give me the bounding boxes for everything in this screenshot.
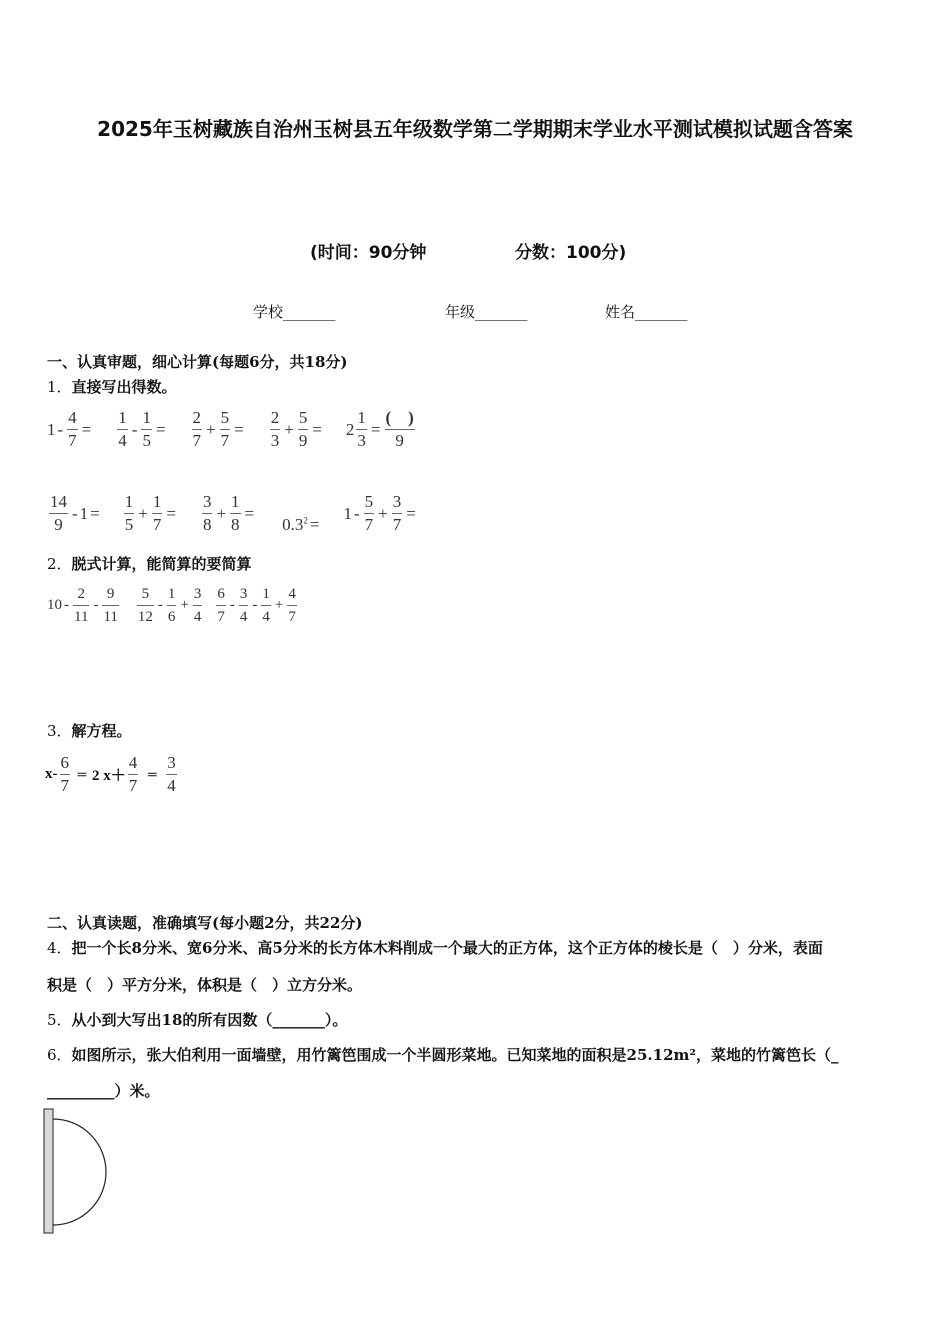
mixed-calc-row	[47, 583, 299, 628]
question-6	[47, 1044, 838, 1065]
question-2	[47, 553, 252, 574]
number: 1	[47, 419, 56, 439]
wall	[44, 1109, 53, 1233]
operator: -	[157, 597, 163, 613]
section1-heading: 一、认真审题，细心计算(每题6分，共18分)	[47, 353, 348, 371]
question-6-continued: _________）米。	[47, 1082, 160, 1100]
fraction: $\frac{6}{7}$	[217, 586, 225, 625]
operator: -	[229, 597, 235, 613]
fraction: $\frac{1}{8}$	[231, 492, 240, 534]
question-number: 6．	[47, 1046, 72, 1064]
equation	[45, 752, 179, 797]
question-text: 解方程。	[71, 722, 132, 740]
fraction: $\frac{2}{11}$	[74, 586, 89, 625]
operator: -	[252, 597, 258, 613]
question-number: 2．	[47, 555, 72, 573]
question-4	[47, 937, 823, 958]
number: 1	[79, 503, 89, 523]
fraction: $\frac{5}{7}$	[364, 492, 374, 534]
calc-row-2	[47, 491, 418, 536]
fraction: $\frac{4}{7}$	[128, 753, 138, 795]
fraction: $\frac{3}{8}$	[202, 492, 212, 534]
operator: =	[244, 503, 255, 523]
question-number: 5．	[47, 1011, 72, 1029]
exam-score: 分数：100分)	[515, 243, 627, 263]
question-text: 从小到大写出18的所有因数（_______）。	[71, 1011, 348, 1029]
fraction: $\frac{2}{7}$	[192, 408, 202, 450]
fraction: $\frac{1}{4}$	[118, 408, 127, 450]
operator: =	[309, 514, 320, 534]
fraction: $\frac{3}{4}$	[193, 586, 202, 625]
operator: =	[155, 419, 166, 439]
operator: =	[166, 503, 176, 523]
operator: ＝	[76, 768, 89, 782]
operator: =	[406, 503, 416, 523]
fraction: $\frac{3}{4}$	[167, 753, 176, 795]
exam-time: (时间：90分钟	[310, 243, 427, 263]
question-4-continued: 积是（ ）平方分米，体积是（ ）立方分米。	[47, 976, 363, 994]
fraction: $\frac{4}{7}$	[68, 408, 77, 450]
number: 2	[345, 419, 355, 439]
fraction: $\frac{5}{12}$	[137, 586, 153, 625]
fraction: $\frac{6}{7}$	[60, 753, 69, 795]
fraction-answer: $\frac{( )}{9}$	[385, 408, 414, 450]
grade-field: 年级_______	[445, 303, 528, 321]
operator: +	[216, 503, 227, 523]
fraction: $\frac{2}{3}$	[270, 408, 280, 450]
school-field: 学校_______	[253, 303, 336, 321]
operator: =	[234, 419, 244, 439]
semicircle-fence	[53, 1119, 106, 1225]
fraction: $\frac{9}{11}$	[103, 586, 118, 625]
number: 10	[47, 597, 62, 613]
fraction: $\frac{1}{6}$	[167, 586, 176, 625]
question-number: 1．	[47, 378, 72, 396]
fraction: $\frac{5}{9}$	[298, 408, 308, 450]
number: 1	[343, 503, 352, 523]
operator: +	[378, 503, 388, 523]
question-number: 3．	[47, 722, 72, 740]
fraction: $\frac{1}{5}$	[124, 492, 134, 534]
fraction: $\frac{3}{7}$	[392, 492, 402, 534]
fraction: $\frac{4}{7}$	[288, 586, 296, 625]
operator: =	[370, 419, 381, 439]
operator: =	[90, 503, 100, 523]
question-text: 脱式计算，能简算的要简算	[71, 555, 252, 573]
operator: -	[64, 597, 69, 613]
fraction: $\frac{1}{7}$	[152, 492, 162, 534]
fraction: $\frac{3}{4}$	[239, 586, 248, 625]
operator: -	[93, 597, 99, 613]
operator: +	[206, 419, 216, 439]
operator: +	[138, 503, 148, 523]
question-3	[47, 720, 132, 741]
fraction: $\frac{1}{4}$	[262, 586, 270, 625]
name-field: 姓名_______	[605, 303, 688, 321]
operator: =	[81, 419, 92, 439]
operator: +	[180, 597, 189, 613]
fraction: $\frac{5}{7}$	[220, 408, 230, 450]
operator: =	[312, 419, 322, 439]
question-text: 直接写出得数。	[71, 378, 177, 396]
operator: -	[72, 503, 78, 523]
question-text: 如图所示，张大伯利用一面墙壁，用竹篱笆围成一个半圆形菜地。已知菜地的面积是25.12m²，菜地的竹篱笆长（_	[71, 1046, 839, 1064]
equation-term: x-	[45, 766, 58, 782]
question-number: 4．	[47, 939, 72, 957]
fraction: $\frac{1}{3}$	[357, 408, 366, 450]
operator: -	[131, 419, 138, 439]
semicircle-garden-figure	[40, 1105, 120, 1240]
operator: +	[274, 597, 284, 613]
equation-term: 2 x＋	[92, 768, 126, 784]
question-5	[47, 1009, 347, 1030]
question-1	[47, 376, 177, 397]
fraction: $\frac{1}{5}$	[142, 408, 151, 450]
operator: -	[57, 419, 64, 439]
operator: +	[284, 419, 294, 439]
operator: -	[353, 503, 360, 523]
fraction: $\frac{14}{9}$	[50, 492, 67, 534]
decimal-squared: $0.3^2$	[282, 514, 308, 534]
document-title: 2025年玉树藏族自治州玉树县五年级数学第二学期期末学业水平测试模拟试题含答案	[97, 117, 853, 141]
operator: ＝	[146, 768, 159, 782]
question-text: 把一个长8分米、宽6分米、高5分米的长方体木料削成一个最大的正方体，这个正方体的棱长是（ ）分米，表面	[71, 939, 823, 957]
section2-heading: 二、认真读题，准确填写(每小题2分，共22分)	[47, 914, 363, 932]
calc-row-1	[47, 407, 417, 452]
